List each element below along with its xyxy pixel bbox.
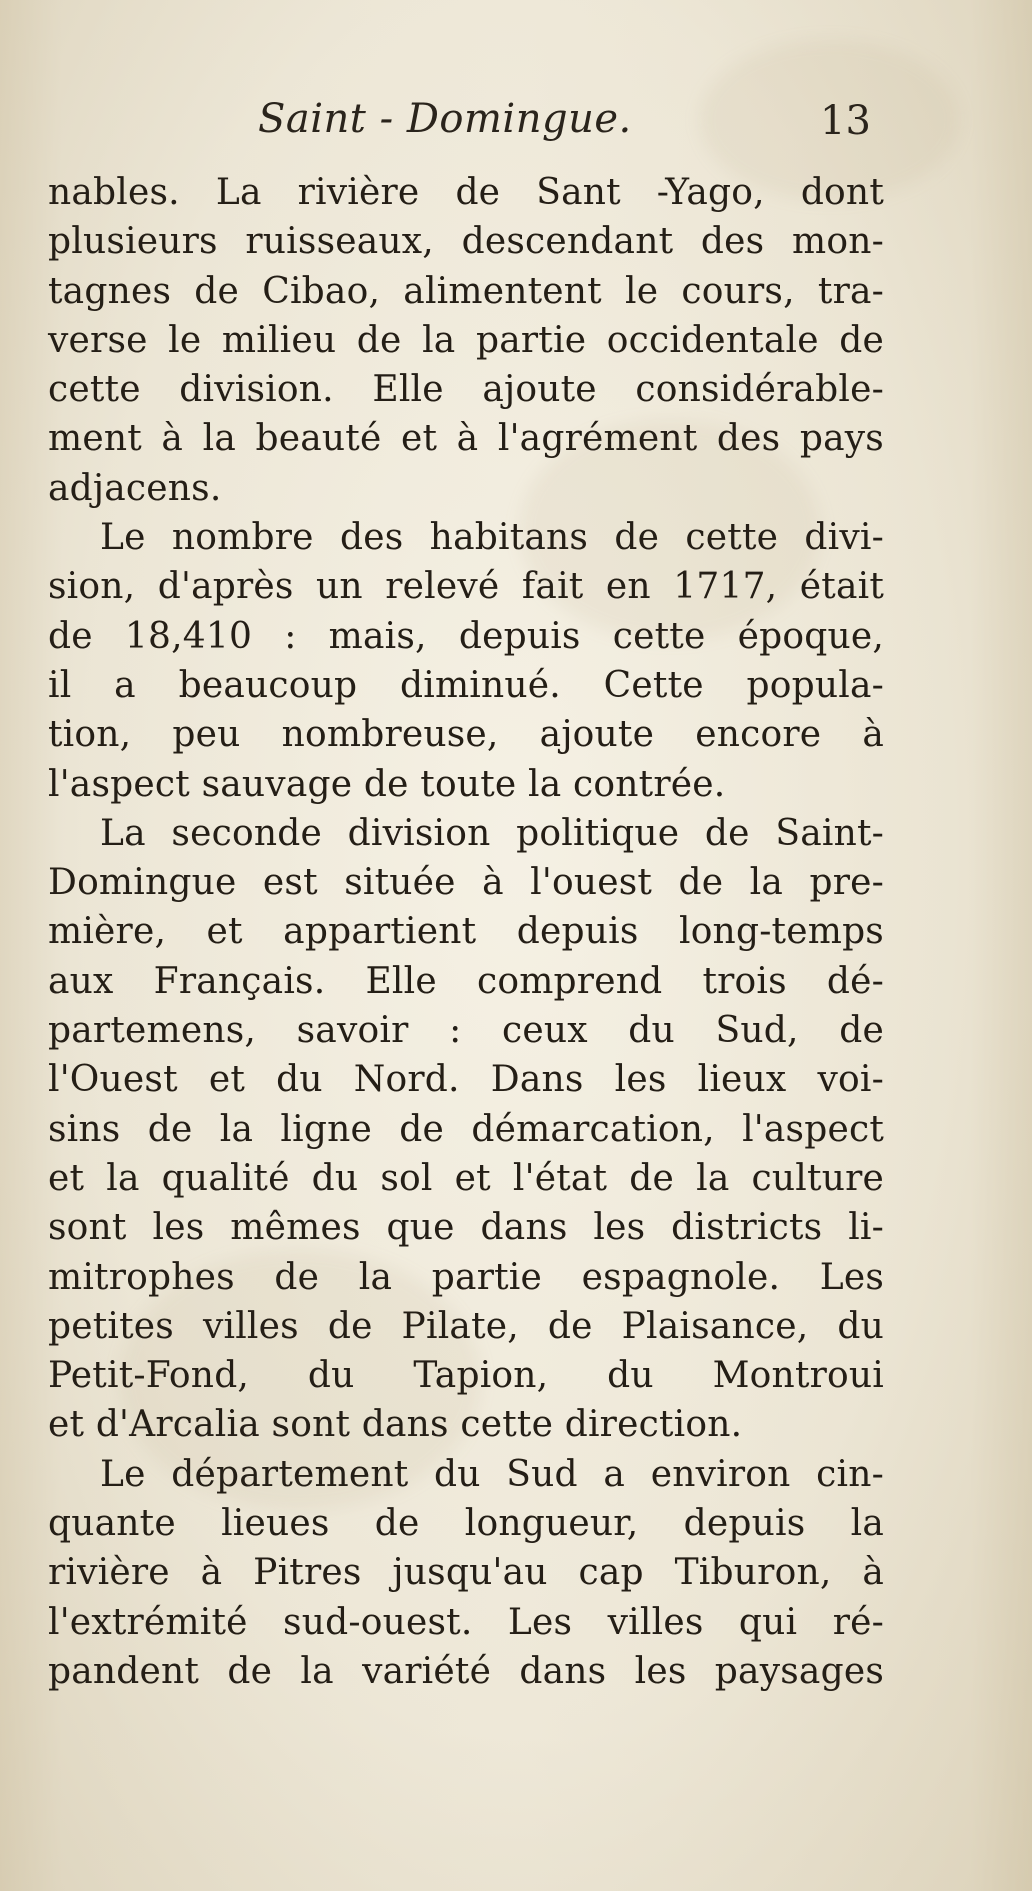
text-line: nables. La rivière de Sant -Yago, dont	[48, 172, 884, 213]
text-line: ment à la beauté et à l'agrément des pays	[48, 418, 884, 460]
text-line: quante lieues de longueur, depuis la	[48, 1503, 884, 1545]
text-line: mitrophes de la partie espagnole. Les	[48, 1256, 884, 1298]
text-line: Petit-Fond, du Tapion, du Montroui	[48, 1355, 884, 1397]
paragraph-start: La seconde division politique de Saint-	[100, 812, 884, 854]
page-header	[0, 96, 1032, 156]
text-line: aux Français. Elle comprend trois dé-	[48, 960, 884, 1002]
text-line: partemens, savoir : ceux du Sud, de	[48, 1010, 884, 1052]
text-line: tagnes de Cibao, alimentent le cours, tra-	[48, 270, 884, 312]
text-line: rivière à Pitres jusqu'au cap Tiburon, à	[48, 1552, 884, 1594]
text-line: et la qualité du sol et l'état de la culture	[48, 1157, 884, 1199]
text-line: cette division. Elle ajoute considérable-	[48, 369, 884, 411]
paragraph-start: Le département du Sud a environ cin-	[100, 1453, 884, 1495]
text-line: pandent de la variété dans les paysages	[48, 1650, 884, 1692]
text-line: sion, d'après un relevé fait en 1717, était	[48, 566, 884, 608]
text-line: il a beaucoup diminué. Cette popula-	[48, 664, 884, 706]
text-line: sins de la ligne de démarcation, l'aspect	[48, 1108, 884, 1150]
text-line: et d'Arcalia sont dans cette direction.	[48, 1404, 743, 1446]
running-title: Saint - Domingue.	[258, 96, 632, 142]
text-line: l'Ouest et du Nord. Dans les lieux voi-	[48, 1059, 884, 1101]
text-line: tion, peu nombreuse, ajoute encore à	[48, 714, 884, 756]
text-line: verse le milieu de la partie occidentale de	[48, 319, 884, 361]
text-line: l'extrémité sud-ouest. Les villes qui ré-	[48, 1601, 884, 1643]
text-line: mière, et appartient depuis long-temps	[48, 911, 884, 953]
body-text	[48, 168, 884, 1696]
text-line: adjacens.	[48, 467, 222, 509]
text-line: petites villes de Pilate, de Plaisance, du	[48, 1305, 884, 1347]
text-line: l'aspect sauvage de toute la contrée.	[48, 763, 726, 805]
page-number: 13	[820, 98, 871, 144]
text-line: Domingue est située à l'ouest de la pre-	[48, 862, 884, 904]
paragraph-start: Le nombre des habitans de cette divi-	[100, 517, 884, 559]
text-line: sont les mêmes que dans les districts li-	[48, 1207, 884, 1249]
text-line: plusieurs ruisseaux, descendant des mon-	[48, 221, 884, 263]
text-line: de 18,410 : mais, depuis cette époque,	[48, 615, 884, 657]
